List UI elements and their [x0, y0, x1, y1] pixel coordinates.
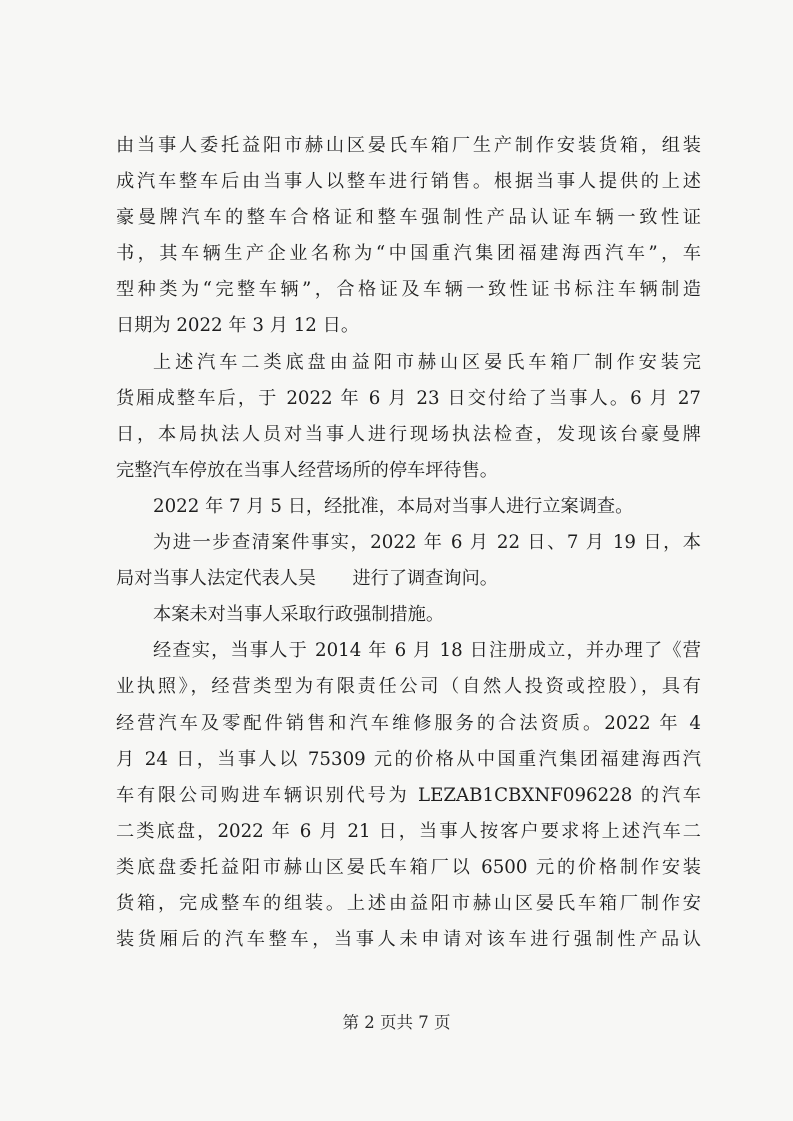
- text-line: 2022 年 7 月 5 日，经批准，本局对当事人进行立案调查。: [153, 495, 634, 517]
- text-line: 经营汽车及零配件销售和汽车维修服务的合法资质。2022 年 4: [116, 712, 701, 734]
- text-line: 日，本局执法人员对当事人进行现场执法检查，发现该台豪曼牌: [116, 423, 701, 445]
- text-line: 业执照》，经营类型为有限责任公司（自然人投资或控股），具有: [116, 676, 701, 698]
- text-line: 月 24 日，当事人以 75309 元的价格从中国重汽集团福建海西汽: [116, 748, 701, 770]
- text-line: 书，其车辆生产企业名称为“中国重汽集团福建海西汽车”，车: [116, 243, 701, 265]
- text-line: 车有限公司购进车辆识别代号为 LEZAB1CBXNF096228 的汽车: [116, 784, 701, 806]
- text-line: 成汽车整车后由当事人以整车进行销售。根据当事人提供的上述: [116, 171, 701, 193]
- text-line: 类底盘委托益阳市赫山区晏氏车箱厂以 6500 元的价格制作安装: [116, 856, 701, 878]
- text-line: 由当事人委托益阳市赫山区晏氏车箱厂生产制作安装货箱，组装: [116, 135, 701, 156]
- text-line: 为进一步查清案件事实，2022 年 6 月 22 日、7 月 19 日，本: [153, 532, 701, 554]
- page-number: 第 2 页共 7 页: [342, 1013, 451, 1032]
- text-line: 上述汽车二类底盘由益阳市赫山区晏氏车箱厂制作安装完: [153, 351, 701, 373]
- text-line: 日期为 2022 年 3 月 12 日。: [116, 315, 360, 337]
- text-line: 货箱，完成整车的组装。上述由益阳市赫山区晏氏车箱厂制作安: [116, 892, 701, 914]
- text-line: 型种类为“完整车辆”，合格证及车辆一致性证书标注车辆制造: [116, 279, 701, 301]
- text-line: 豪曼牌汽车的整车合格证和整车强制性产品认证车辆一致性证: [116, 207, 701, 229]
- text-line: 局对当事人法定代表人吴 进行了调查询问。: [116, 568, 498, 590]
- body-text: [116, 128, 701, 958]
- text-line: 本案未对当事人采取行政强制措施。: [153, 604, 445, 626]
- text-line: 经查实，当事人于 2014 年 6 月 18 日注册成立，并办理了《营: [153, 640, 701, 662]
- text-line: 完整汽车停放在当事人经营场所的停车坪待售。: [116, 459, 498, 481]
- text-line: 货厢成整车后，于 2022 年 6 月 23 日交付给了当事人。6 月 27: [116, 387, 701, 409]
- text-line: 装货厢后的汽车整车，当事人未申请对该车进行强制性产品认: [116, 929, 701, 951]
- text-line: 二类底盘，2022 年 6 月 21 日，当事人按客户要求将上述汽车二: [116, 820, 701, 842]
